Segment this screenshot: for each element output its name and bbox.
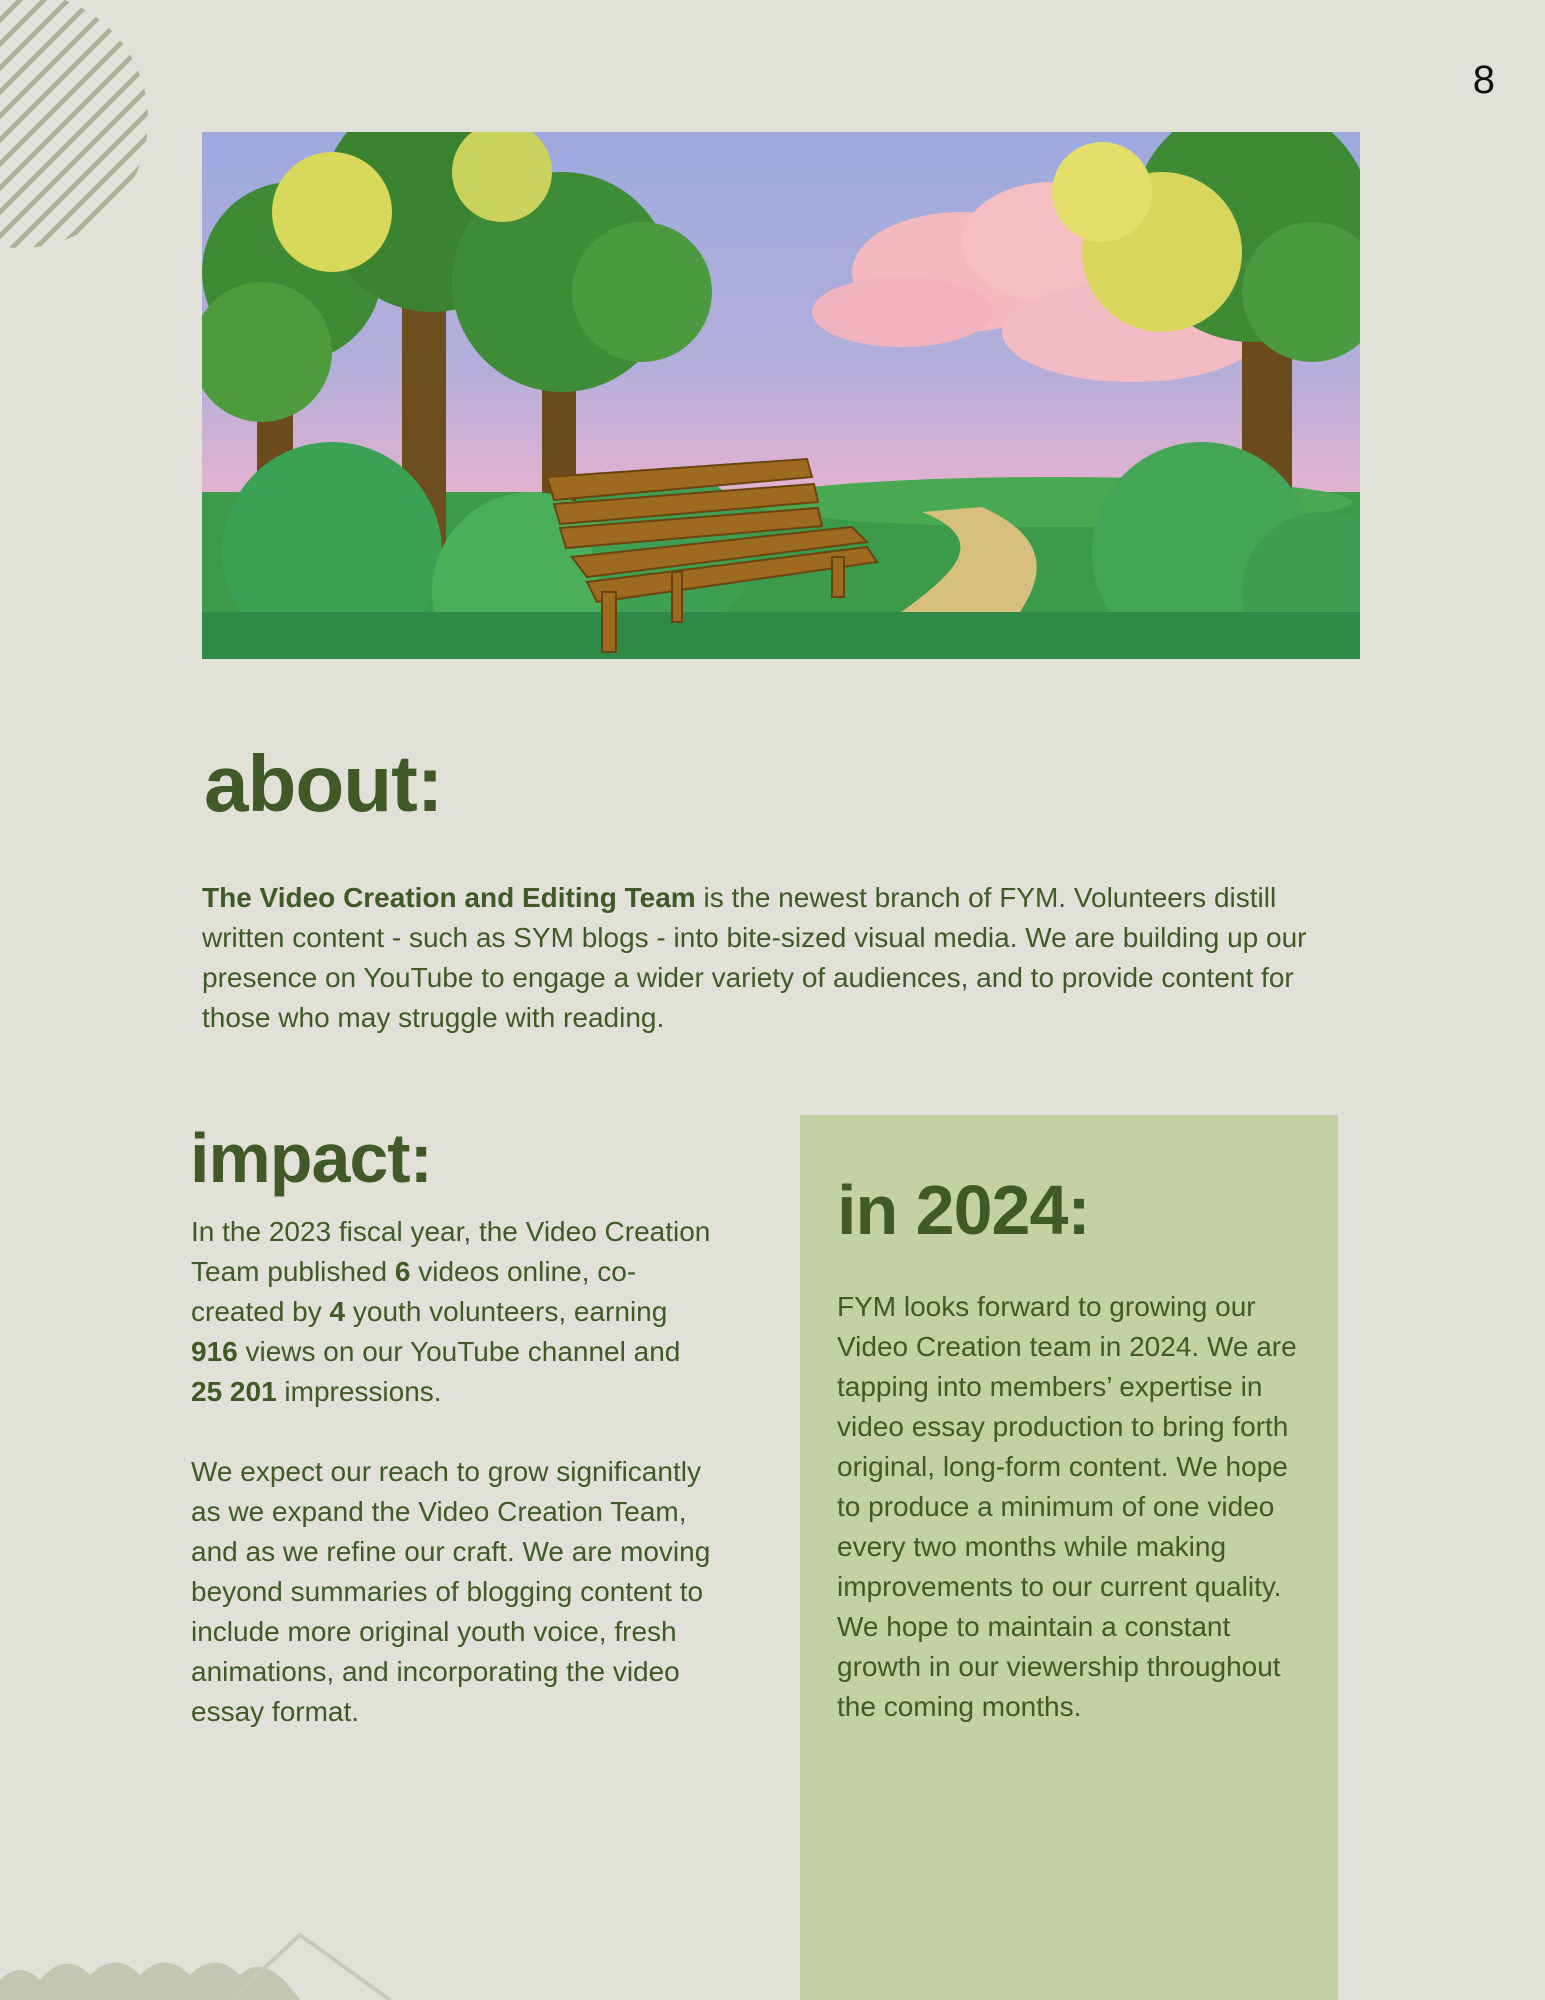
hills-decoration — [0, 1910, 400, 2000]
impact-paragraph-1 — [191, 1212, 711, 1412]
in-2024-paragraph: FYM looks forward to growing our Video Creation team in 2024. We are tapping into members’ expertise in video essay production to bring forth original, long-form content. We hope to produce a minimum of one video every two months while making improvements to our current quality. We hope to maintain a constant growth in our viewership throughout the coming months. — [837, 1291, 1297, 1722]
impact-heading: impact: — [190, 1119, 432, 1197]
in-2024-heading: in 2024: — [837, 1171, 1090, 1249]
about-paragraph — [202, 878, 1352, 1038]
about-lead-bold: The Video Creation and Editing Team — [202, 882, 696, 913]
impact-text-5: impressions. — [276, 1376, 442, 1407]
in-2024-box — [800, 1115, 1338, 2000]
views-count: 916 — [191, 1336, 238, 1367]
about-body: is the newest branch of FYM. Volunteers distill written content - such as SYM blogs - into bite-sized visual media. We are building up our presence on YouTube to engage a wider variety of audiences, and to provide content for those who may struggle with reading. — [202, 882, 1307, 1033]
impressions-count: 25 201 — [191, 1376, 277, 1407]
volunteers-count: 4 — [329, 1296, 346, 1327]
impact-text-1: In the 2023 fiscal year, the Video Creation Team published — [191, 1216, 711, 1287]
impact-paragraph-2: We expect our reach to grow significantly as we expand the Video Creation Team, and as we refine our craft. We are moving beyond summaries of blogging content to include more original youth voice, fresh animations, and incorporating the video essay format. — [191, 1456, 711, 1727]
striped-circle-decoration — [0, 0, 150, 300]
impact-text-2: videos online, co-created by — [191, 1256, 637, 1327]
page-number: 8 — [1472, 58, 1495, 102]
videos-count: 6 — [394, 1256, 411, 1287]
impact-text-3: youth volunteers, earning — [345, 1296, 668, 1327]
park-bench-illustration — [202, 132, 1360, 659]
about-heading: about: — [204, 739, 443, 828]
impact-section — [191, 1212, 711, 1772]
impact-text-4: views on our YouTube channel and — [237, 1336, 681, 1367]
